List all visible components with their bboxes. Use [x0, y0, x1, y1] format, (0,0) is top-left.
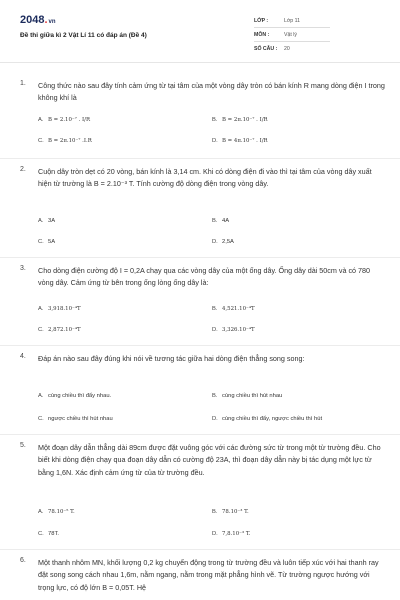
option-d[interactable]	[212, 416, 322, 422]
option-a[interactable]	[38, 509, 75, 515]
page-header	[0, 0, 400, 64]
option-b[interactable]	[212, 117, 268, 123]
question-text: Một thanh nhôm MN, khối lượng 0,2 kg chuyển động trong từ trường đều và luôn tiếp xúc với hai thanh ray đặt song song cách nhau 1,6m, nằm ngang, nằm trong mặt phẳng hình vẽ. Từ trường ngược hướng với trọng lực, có độ lớn B = 0,05T. Hệ	[38, 558, 379, 592]
option-letter: A.	[38, 117, 44, 123]
site-logo[interactable]	[20, 14, 56, 26]
option-c[interactable]	[38, 138, 92, 144]
option-text: 3A	[48, 218, 56, 224]
meta-divider	[254, 41, 330, 42]
question-divider	[0, 257, 400, 258]
option-text: 7,8.10⁻³ T.	[222, 531, 251, 537]
option-letter: D.	[212, 531, 218, 537]
option-c[interactable]	[38, 239, 55, 245]
meta-divider	[254, 27, 330, 28]
option-c[interactable]	[38, 327, 81, 333]
option-b[interactable]	[212, 393, 282, 399]
question-text: Đáp án nào sau đây đúng khi nói về tương tác giữa hai dòng điện thẳng song song:	[38, 354, 305, 363]
option-d[interactable]	[212, 239, 234, 245]
option-text: cùng chiều thì đẩy nhau.	[48, 393, 112, 399]
option-letter: D.	[212, 138, 218, 144]
subject-label: MÔN :	[254, 32, 270, 38]
option-text: 78.10⁻³ T.	[222, 509, 249, 515]
logo-sub: vn	[48, 19, 56, 25]
class-meta	[254, 18, 300, 24]
option-letter: C.	[38, 239, 44, 245]
question-number: 2.	[20, 166, 26, 173]
count-meta	[254, 46, 290, 52]
option-letter: B.	[212, 509, 218, 515]
option-text: cùng chiều thì đẩy, ngược chiều thì hút	[222, 416, 323, 422]
question-number: 6.	[20, 557, 26, 564]
question-number: 5.	[20, 442, 26, 449]
option-text: B = 2.10⁻⁷ . I/R	[48, 117, 91, 123]
option-text: 3,326.10⁻⁴T	[222, 327, 255, 333]
option-b[interactable]	[212, 306, 255, 312]
subject-meta	[254, 32, 297, 38]
option-letter: C.	[38, 138, 44, 144]
option-letter: D.	[212, 327, 218, 333]
subject-value: Vật lý	[284, 32, 297, 38]
option-d[interactable]	[212, 138, 268, 144]
option-d[interactable]	[212, 531, 250, 537]
option-letter: D.	[212, 239, 218, 245]
option-d[interactable]	[212, 327, 255, 333]
option-letter: D.	[212, 416, 218, 422]
question-text: Cuộn dây tròn dẹt có 20 vòng, bán kính là 3,14 cm. Khi có dòng điện đi vào thì tại tâm của vòng dây xuất hiện từ trường là B = 2.10⁻³ T. Tính cường độ dòng điện trong vòng dây.	[38, 167, 372, 189]
option-a[interactable]	[38, 117, 90, 123]
option-letter: A.	[38, 393, 44, 399]
option-b[interactable]	[212, 218, 229, 224]
question-text: Một đoạn dây dẫn thẳng dài 89cm được đặt vuông góc với các đường sức từ trong một từ trường đều. Cho biết khi dòng điện chạy qua đoạn dây dẫn có cường độ 23A, thì đoạn dây dẫn này bị tác dụng một lực từ bằng 1,6N. Xác định cảm ứng từ của từ trường đều.	[38, 443, 381, 477]
question-number: 1.	[20, 80, 26, 87]
option-letter: C.	[38, 416, 44, 422]
option-text: 2,872.10⁻⁴T	[48, 327, 81, 333]
class-label: LỚP :	[254, 18, 269, 24]
count-label: SỐ CÂU :	[254, 46, 278, 52]
option-letter: B.	[212, 218, 218, 224]
option-text: 78T.	[48, 531, 59, 537]
option-text: B = 2π.10⁻⁷ .I.R	[48, 138, 92, 144]
question-divider	[0, 549, 400, 550]
option-text: 5A	[48, 239, 56, 245]
option-a[interactable]	[38, 393, 111, 399]
logo-main: 2048	[20, 14, 45, 26]
option-letter: B.	[212, 117, 218, 123]
header-divider	[0, 62, 400, 63]
question-divider	[0, 345, 400, 346]
option-letter: C.	[38, 531, 44, 537]
option-letter: A.	[38, 306, 44, 312]
count-value: 20	[284, 46, 290, 52]
option-text: 78.10⁻⁵ T.	[48, 509, 75, 515]
option-c[interactable]	[38, 531, 59, 537]
option-letter: B.	[212, 306, 218, 312]
option-a[interactable]	[38, 306, 81, 312]
option-text: 4A	[222, 218, 230, 224]
option-text: 2,5A	[222, 239, 234, 245]
question-text: Công thức nào sau đây tính cảm ứng từ tại tâm của một vòng dây tròn có bán kính R mang dòng điện I trong không khí là	[38, 81, 385, 103]
option-text: B = 2π.10⁻⁷ . I/R	[222, 117, 268, 123]
question-divider	[0, 434, 400, 435]
question-divider	[0, 158, 400, 159]
option-c[interactable]	[38, 416, 113, 422]
option-letter: C.	[38, 327, 44, 333]
option-b[interactable]	[212, 509, 249, 515]
option-text: 4,521.10⁻⁴T	[222, 306, 255, 312]
question-text: Cho dòng điện cường độ I = 0,2A chạy qua các vòng dây của một ống dây. Ống dây dài 50cm và có 780 vòng dây. Cảm ứng từ bên trong ống lòng ống dây là:	[38, 266, 371, 288]
option-text: ngược chiều thì hút nhau	[48, 416, 113, 422]
class-value: Lớp 11	[284, 18, 300, 24]
question-number: 3.	[20, 265, 26, 272]
option-a[interactable]	[38, 218, 55, 224]
exam-title: Đề thi giữa kì 2 Vật Lí 11 có đáp án (Đề 4)	[20, 32, 147, 39]
logo-dot: .	[44, 14, 48, 26]
question-number: 4.	[20, 353, 26, 360]
option-letter: A.	[38, 218, 44, 224]
option-text: B = 4π.10⁻⁷ . I/R	[222, 138, 268, 144]
option-letter: A.	[38, 509, 44, 515]
option-text: cùng chiều thì hút nhau	[222, 393, 283, 399]
option-text: 3,918.10⁻⁴T	[48, 306, 81, 312]
option-letter: B.	[212, 393, 218, 399]
